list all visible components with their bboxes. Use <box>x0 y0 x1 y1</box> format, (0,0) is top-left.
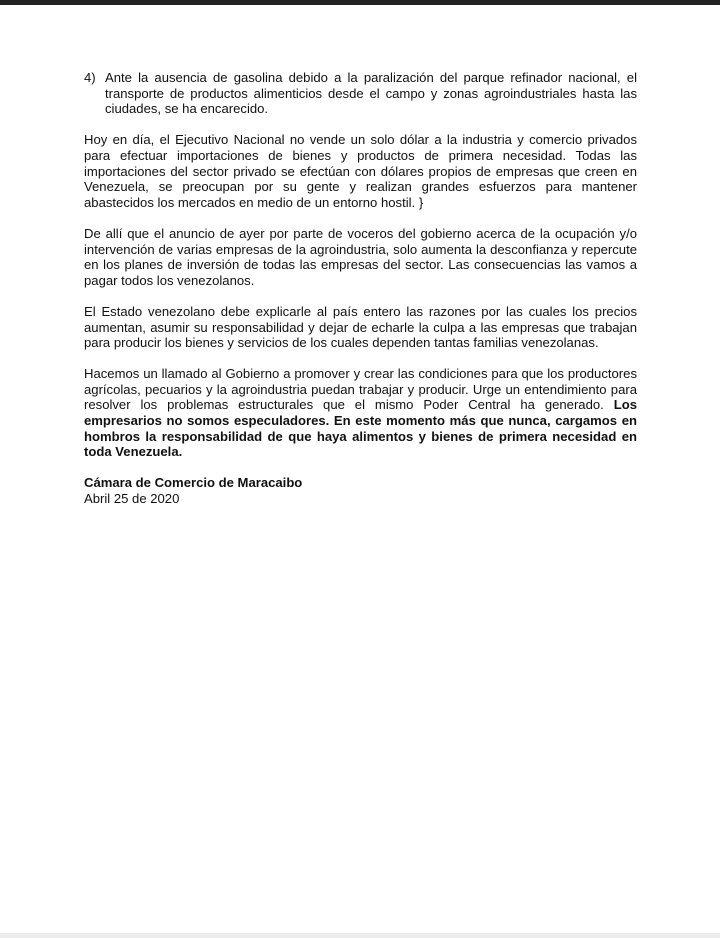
window-top-bar <box>0 0 720 5</box>
list-item-number: 4) <box>84 70 96 85</box>
signature-date: Abril 25 de 2020 <box>84 491 180 507</box>
paragraph-estado: El Estado venezolano debe explicarle al país entero las razones por las cuales los precios aumentan, asumir su responsabilidad y dejar de echarle la culpa a las empresas que trabajan para producir los bienes y servicios de los cuales dependen tantas familias venezolanas. <box>84 303 637 351</box>
paragraph-llamado-bold-text: Los empresarios no somos especuladores. En este momento más que nunca, cargamos en hombros la responsabilidad de que haya alimentos y bienes de primera necesidad en toda Venezuela. <box>84 397 637 460</box>
paragraph-intervencion: De allí que el anuncio de ayer por parte de voceros del gobierno acerca de la ocupación y/o intervención de varias empresas de la agroindustria, solo aumenta la desconfianza y repercute en los planes de inversión de todas las empresas del sector. Las consecuencias las vamos a pagar todos los venezolanos. <box>84 225 637 288</box>
paragraph-importaciones: Hoy en día, el Ejecutivo Nacional no vende un solo dólar a la industria y comercio privados para efectuar importaciones de bienes y productos de primera necesidad. Todas las importaciones del sector privado se efectúan con dólares propios de empresas que creen en Venezuela, se preocupan por su gente y realizan grandes esfuerzos para mantener abastecidos los mercados en medio de un entorno hostil. } <box>84 132 637 210</box>
paragraph-llamado-text: Hacemos un llamado al Gobierno a promover y crear las condiciones para que los productores agrícolas, pecuarios y la agroindustria puedan trabajar y producir. Urge un entendimiento para resolver los problemas estructurales que el mismo Poder Central ha generado. <box>84 366 637 413</box>
paragraph-llamado <box>84 366 637 460</box>
signature-block <box>84 475 637 506</box>
list-item-text: Ante la ausencia de gasolina debido a la paralización del parque refinador nacional, el transporte de productos alimenticios desde el campo y zonas agroindustriales hasta las ciudades, se ha encarecido. <box>105 70 637 117</box>
list-item-4 <box>84 70 637 117</box>
page-bottom-edge <box>0 933 720 938</box>
signature-organization: Cámara de Comercio de Maracaibo <box>84 475 303 491</box>
document-page <box>84 70 637 507</box>
